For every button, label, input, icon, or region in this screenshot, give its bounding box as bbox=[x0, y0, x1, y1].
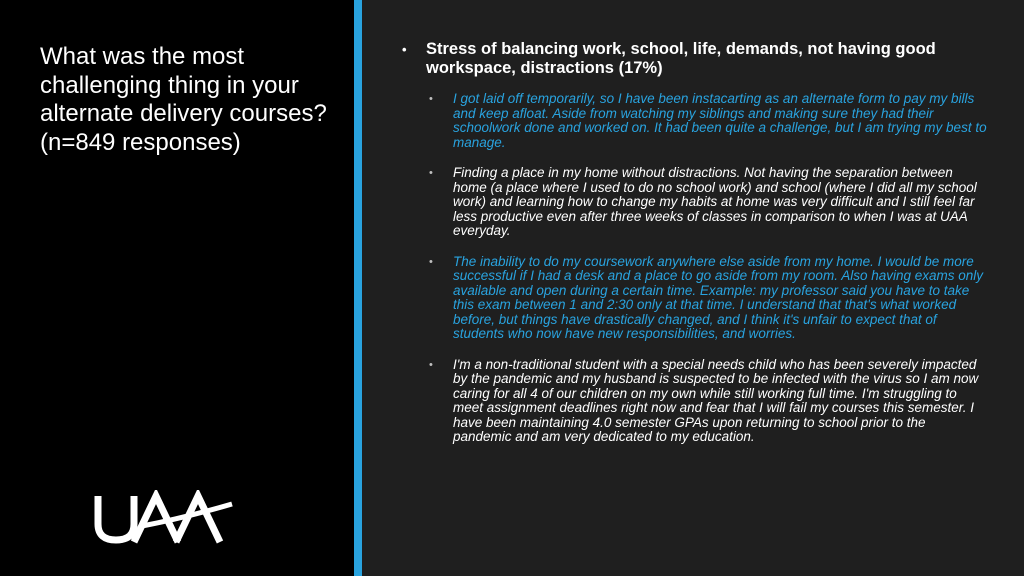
quote-item bbox=[429, 358, 987, 445]
quote-text: The inability to do my coursework anywhere else aside from my home. I would be more successful if I had a desk and a place to go aside from my room. Also having exams only available and open during a certain time. Example: my professor said you have to take this exam between 1 and 2:30 only at that time. I understand that that's what worked before, but things have drastically changed, and I think it's unfair to expect that of students who now have new responsibilities, and worries. bbox=[453, 253, 984, 341]
uaa-logo bbox=[94, 490, 234, 546]
left-panel bbox=[0, 0, 354, 576]
quote-item bbox=[429, 255, 987, 342]
bullet-icon: • bbox=[402, 42, 407, 57]
bullet-icon: • bbox=[429, 93, 433, 105]
quote-text: I got laid off temporarily, so I have been instacarting as an alternate form to pay my bills and keep afloat. Aside from watching my siblings and making sure they had their schoolwork done and worked on. It had been quite a challenge, but I am trying my best to manage. bbox=[453, 91, 987, 150]
bullet-icon: • bbox=[429, 358, 433, 371]
content-area bbox=[402, 40, 987, 461]
slide-question: What was the most challenging thing in your alternate delivery courses? (n=849 responses) bbox=[40, 43, 327, 156]
quote-text: Finding a place in my home without distractions. Not having the separation between home (a place where I used to do no school work) and school (where I did all my school work) and learning how to change my habits at home was very difficult and I still feel far less productive even after three weeks of classes in comparison to when I was at UAA everyday. bbox=[453, 165, 977, 238]
quote-item bbox=[429, 92, 987, 150]
main-bullet-heading: Stress of balancing work, school, life, demands, not having good workspace, distractions (17%) bbox=[426, 40, 936, 77]
right-panel bbox=[362, 0, 1024, 576]
accent-divider bbox=[354, 0, 362, 576]
quote-list bbox=[402, 92, 987, 445]
bullet-icon: • bbox=[429, 167, 433, 179]
bullet-icon: • bbox=[429, 255, 433, 268]
main-bullet bbox=[402, 40, 987, 78]
quote-text: I'm a non-traditional student with a special needs child who has been severely impacted by the pandemic and my husband is suspected to be infected with the virus so I am now caring for all 4 of our children on my own while still working full time. I'm struggling to meet assignment deadlines right now and fear that I will fail my courses this semester. I have been maintaining 4.0 semester GPAs upon returning to school prior to the pandemic and am very dedicated to my education. bbox=[453, 356, 979, 444]
quote-item bbox=[429, 166, 987, 239]
